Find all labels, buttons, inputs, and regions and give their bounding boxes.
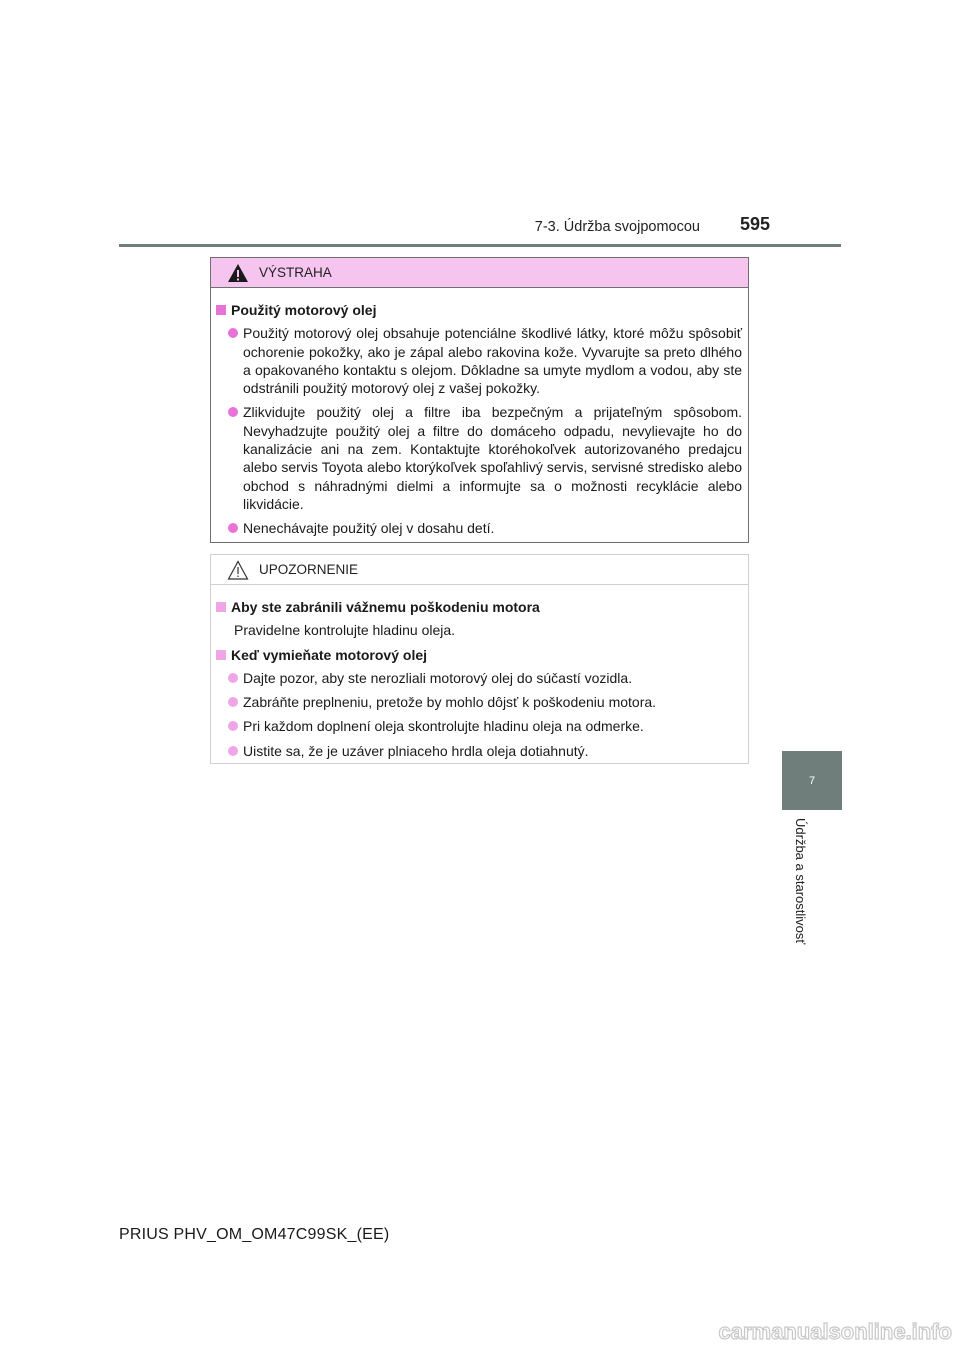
caution-box — [210, 554, 749, 764]
caution-body — [211, 585, 748, 760]
round-bullet-icon — [228, 721, 238, 731]
section-title: 7-3. Údržba svojpomocou — [534, 219, 700, 235]
list-item — [228, 403, 742, 513]
chapter-label: Údržba a starostlivosť — [793, 818, 808, 945]
round-bullet-icon — [228, 523, 238, 533]
warning-section-title — [216, 301, 742, 319]
list-item — [228, 693, 742, 711]
header-divider — [119, 244, 841, 247]
warning-triangle-icon — [227, 263, 249, 283]
warning-title: VÝSTRAHA — [259, 265, 332, 280]
caution-triangle-icon — [227, 560, 249, 580]
list-item — [228, 519, 742, 537]
chapter-tab — [782, 751, 842, 810]
list-item-text: Pri každom doplnení oleja skontrolujte hladinu oleja na odmerke. — [243, 718, 644, 735]
round-bullet-icon — [228, 673, 238, 683]
page-number: 595 — [740, 214, 771, 234]
list-item-text: Zlikvidujte použitý olej a filtre iba bezpečným a prijateľným spôsobom. Nevyhadzujte použitý olej a filtre do domáceho odpadu, nevylievajte ho do kanalizácie ani na zem. Kontaktujte ktoréhokoľvek autorizovaného predajcu alebo servis Toyota alebo ktorýkoľvek spoľahlivý servis, servisné stredisko alebo obchod s náhradnými dielmi a informujte sa o možnosti recyklácie alebo likvidácie. — [243, 404, 742, 512]
caution-title: UPOZORNENIE — [259, 562, 359, 577]
caution-section-title — [216, 646, 742, 664]
watermark-logo — [654, 1312, 954, 1352]
square-bullet-icon — [216, 305, 226, 315]
round-bullet-icon — [228, 697, 238, 707]
round-bullet-icon — [228, 407, 238, 417]
square-bullet-icon — [216, 650, 226, 660]
list-item-text: Zabráňte preplneniu, pretože by mohlo dôjsť k poškodeniu motora. — [243, 694, 657, 711]
caution-section-title — [216, 598, 742, 616]
list-item-text: Použitý motorový olej obsahuje potenciálne škodlivé látky, ktoré môžu spôsobiť ochorenie pokožky, ako je zápal alebo rakovina kože. Vyvarujte sa preto dlhého a opakovaného kontaktu s olejom. Dôkladne sa umyte mydlom a vodou, aby ste odstránili použitý motorový olej z vašej pokožky. — [243, 325, 742, 397]
warning-body — [211, 288, 748, 538]
warning-section-title-text: Použitý motorový olej — [231, 302, 377, 318]
list-item-text: Dajte pozor, aby ste nerozliali motorový olej do súčastí vozidla. — [243, 669, 633, 686]
caution-header — [211, 555, 748, 585]
round-bullet-icon — [228, 746, 238, 756]
warning-header — [211, 258, 748, 288]
list-item-text: Nenechávajte použitý olej v dosahu detí. — [243, 520, 495, 537]
square-bullet-icon — [216, 602, 226, 612]
warning-box — [210, 257, 749, 543]
list-item — [228, 669, 742, 687]
caution-section-title-text: Keď vymieňate motorový olej — [231, 646, 428, 663]
round-bullet-icon — [228, 328, 238, 338]
svg-text:carmanualsonline.info: carmanualsonline.info — [718, 1319, 952, 1344]
watermark-logo-graphic — [664, 1317, 954, 1347]
list-item — [228, 742, 742, 760]
list-item — [228, 717, 742, 735]
chapter-number: 7 — [808, 774, 816, 787]
caution-section-text: Pravidelne kontrolujte hladinu oleja. — [234, 622, 456, 639]
document-code: PRIUS PHV_OM_OM47C99SK_(EE) — [119, 1226, 390, 1243]
caution-section-title-text: Aby ste zabránili vážnemu poškodeniu motora — [231, 599, 540, 615]
list-item-text: Uistite sa, že je uzáver plniaceho hrdla oleja dotiahnutý. — [243, 742, 589, 759]
list-item — [228, 324, 742, 397]
